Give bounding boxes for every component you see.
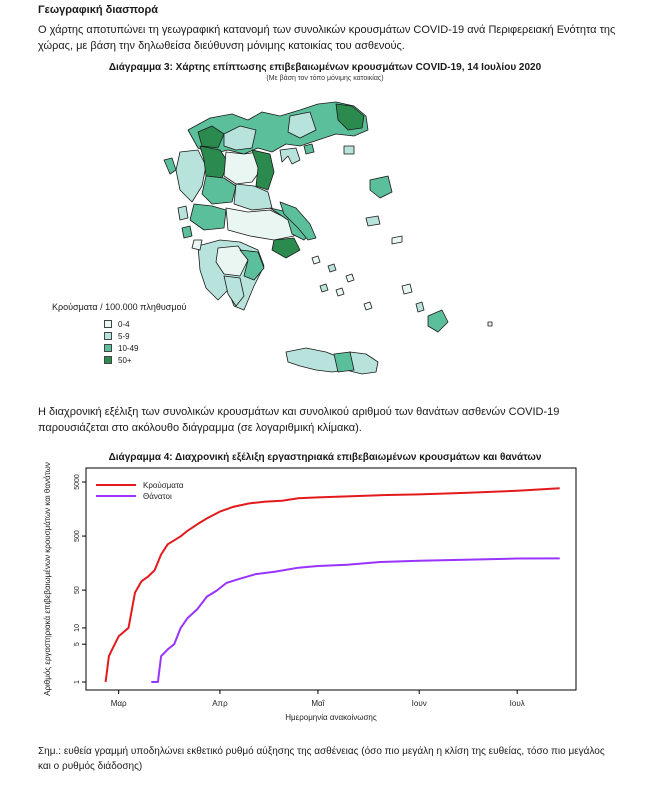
y-tick-label: 5000 <box>74 474 81 490</box>
y-tick-label: 500 <box>74 530 81 542</box>
map-legend <box>52 302 186 366</box>
map-region <box>304 144 314 154</box>
map-region <box>178 206 188 220</box>
map-region <box>334 352 354 372</box>
greece-choropleth-map <box>140 90 500 390</box>
map-region <box>286 348 378 374</box>
map-region <box>370 176 392 198</box>
legend-label: 5-9 <box>118 331 130 341</box>
map-region <box>392 236 402 244</box>
map-region <box>176 150 206 202</box>
map-region <box>366 216 380 226</box>
map-region <box>402 284 412 294</box>
map-region <box>488 322 492 326</box>
map-region <box>192 240 202 250</box>
chart-title: Διάγραμμα 4: Διαχρονική εξέλιξη εργαστηριακά επιβεβαιωμένων κρουσμάτων και θανάτων <box>108 452 542 463</box>
section-heading: Γεωγραφική διασπορά <box>38 4 159 16</box>
map-title: Διάγραμμα 3: Χάρτης επίπτωσης επιβεβαιωμένων κρουσμάτων COVID-19, 14 Ιουλίου 2020 <box>108 62 542 73</box>
map-region <box>280 148 300 164</box>
map-region <box>336 288 344 296</box>
map-region <box>164 158 176 174</box>
legend-title: Κρούσματα / 100.000 πληθυσμού <box>52 302 187 312</box>
x-tick-label: Μαΐ <box>311 699 325 708</box>
map-subtitle: (Με βάση τον τόπο μόνιμης κατοικίας) <box>266 75 384 82</box>
map-region <box>344 146 354 154</box>
legend-swatch <box>104 356 112 364</box>
map-region <box>428 310 448 332</box>
map-region <box>364 302 372 310</box>
legend-swatch <box>104 332 112 340</box>
map-region <box>182 226 192 238</box>
legend-item <box>104 330 186 342</box>
x-tick-label: Μαρ <box>110 699 127 708</box>
x-tick-label: Ιουν <box>411 699 427 708</box>
cases-line <box>106 488 560 682</box>
plot-frame <box>86 468 576 690</box>
map-region <box>328 264 336 272</box>
map-description: Ο χάρτης αποτυπώνει τη γεωγραφική κατανομή των συνολικών κρουσμάτων COVID-19 ανά Περιφερειακή Ενότητα της χώρας, με βάση την δηλωθείσα διεύθυνση μόνιμης κατοικίας του ασθενούς. <box>38 24 616 52</box>
legend-label: 0-4 <box>118 319 130 329</box>
legend-swatch <box>104 344 112 352</box>
legend-label: 10-49 <box>118 343 139 353</box>
legend-item <box>104 342 186 354</box>
y-tick-label: 5 <box>74 642 81 647</box>
cases-deaths-chart <box>0 460 650 732</box>
x-axis-label: Ημερομηνία ανακοίνωσης <box>285 713 377 722</box>
map-region <box>346 274 354 282</box>
map-region <box>190 204 226 230</box>
map-region <box>272 238 300 258</box>
chart-note: Σημ.: ευθεία γραμμή υποδηλώνει εκθετικό ρυθμό αύξησης της ασθένειας (όσο πιο μεγάλη η κλίση της ευθείας, τόσο πιο μεγάλος και ο ρυθμός διάδοσης) <box>38 746 605 772</box>
x-tick-label: Απρ <box>212 699 228 708</box>
map-region <box>416 302 424 312</box>
x-tick-label: Ιουλ <box>509 699 525 708</box>
legend-item <box>104 354 186 366</box>
chart-description: Η διαχρονική εξέλιξη των συνολικών κρουσμάτων και συνολικού αριθμού των θανάτων ασθενών COVID-19 παρουσιάζεται στο ακόλουθο διάγραμμα (σε λογαριθμική κλίμακα). <box>38 406 560 434</box>
legend-label-deaths: Θάνατοι <box>143 492 172 501</box>
deaths-line <box>151 558 559 682</box>
chart-legend <box>96 481 184 501</box>
legend-label-cases: Κρούσματα <box>143 481 184 490</box>
y-tick-label: 1 <box>74 680 81 684</box>
y-tick-label: 10 <box>74 624 81 632</box>
legend-item <box>104 318 186 330</box>
y-tick-label: 50 <box>74 586 81 595</box>
legend-swatch <box>104 320 112 328</box>
y-axis-label: Αριθμός εργαστηριακά επιβεβαιωμένων κρουσμάτων και θανάτων <box>43 462 52 696</box>
map-region <box>312 256 320 264</box>
legend-label: 50+ <box>118 355 132 365</box>
map-region <box>320 284 328 292</box>
